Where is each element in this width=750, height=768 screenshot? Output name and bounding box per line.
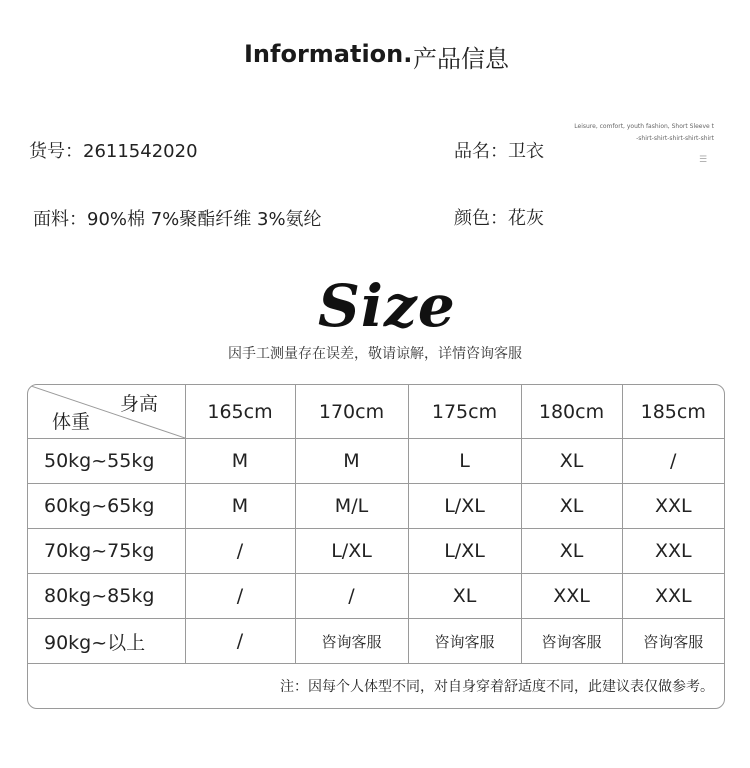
size-cell: / [185, 619, 295, 664]
table-footnote: 注：因每个人体型不同，对自身穿着舒适度不同，此建议表仅做参考。 [28, 664, 724, 709]
color [454, 204, 544, 230]
size-cell: / [622, 439, 724, 484]
size-cell: / [185, 529, 295, 574]
size-cell: XL [408, 574, 521, 619]
color-label: 颜色： [454, 208, 508, 229]
item-number [29, 137, 198, 163]
size-cell: 咨询客服 [521, 619, 622, 664]
size-cell: / [185, 574, 295, 619]
size-cell: 咨询客服 [295, 619, 408, 664]
weight-cell: 90kg~以上 [28, 619, 185, 664]
size-cell: XXL [622, 529, 724, 574]
height-header: 165cm [185, 385, 295, 439]
table-row [28, 439, 724, 484]
fabric-label: 面料： [33, 209, 87, 230]
table-row [28, 529, 724, 574]
weight-cell: 50kg~55kg [28, 439, 185, 484]
weight-cell: 60kg~65kg [28, 484, 185, 529]
weight-cell: 70kg~75kg [28, 529, 185, 574]
fabric [33, 205, 322, 231]
item-number-value: 2611542020 [83, 141, 198, 162]
size-cell: L/XL [295, 529, 408, 574]
table-row [28, 574, 724, 619]
size-cell: M [185, 484, 295, 529]
size-cell: M [185, 439, 295, 484]
info-title-en: Information. [244, 40, 413, 68]
height-header: 175cm [408, 385, 521, 439]
lines-icon: ☰ [699, 155, 708, 165]
item-number-label: 货号： [29, 141, 83, 162]
tagline-line2: -shirt-shirt-shirt-shirt-shirt [636, 135, 714, 142]
size-cell: XXL [622, 484, 724, 529]
size-cell: XXL [521, 574, 622, 619]
height-header: 170cm [295, 385, 408, 439]
height-header: 185cm [622, 385, 724, 439]
product-name-label: 品名： [454, 141, 508, 162]
size-cell: XL [521, 484, 622, 529]
tagline-line1: Leisure, comfort, youth fashion, Short Sleeve t [574, 123, 714, 130]
corner-weight-label: 体重 [52, 411, 91, 433]
table-row [28, 619, 724, 664]
size-cell: L/XL [408, 484, 521, 529]
info-title-cn: 产品信息 [413, 45, 509, 73]
weight-cell: 80kg~85kg [28, 574, 185, 619]
table-header-row [28, 385, 724, 439]
size-disclaimer: 因手工测量存在误差，敬请谅解，详情咨询客服 [228, 346, 522, 362]
corner-height-label: 身高 [120, 393, 159, 415]
tagline [560, 121, 714, 145]
table-corner-cell [28, 385, 185, 439]
size-cell: L/XL [408, 529, 521, 574]
product-name-value: 卫衣 [508, 141, 544, 162]
size-cell: L [408, 439, 521, 484]
size-cell: / [295, 574, 408, 619]
size-title: Size [318, 272, 456, 340]
size-cell: M/L [295, 484, 408, 529]
product-name [454, 137, 544, 163]
size-cell: 咨询客服 [408, 619, 521, 664]
table-footnote-row [28, 664, 724, 709]
size-table [27, 384, 725, 709]
size-cell: XL [521, 529, 622, 574]
size-cell: XL [521, 439, 622, 484]
size-cell: 咨询客服 [622, 619, 724, 664]
fabric-value: 90%棉 7%聚酯纤维 3%氨纶 [87, 209, 322, 230]
size-cell: M [295, 439, 408, 484]
color-value: 花灰 [508, 208, 544, 229]
table-row [28, 484, 724, 529]
height-header: 180cm [521, 385, 622, 439]
size-cell: XXL [622, 574, 724, 619]
